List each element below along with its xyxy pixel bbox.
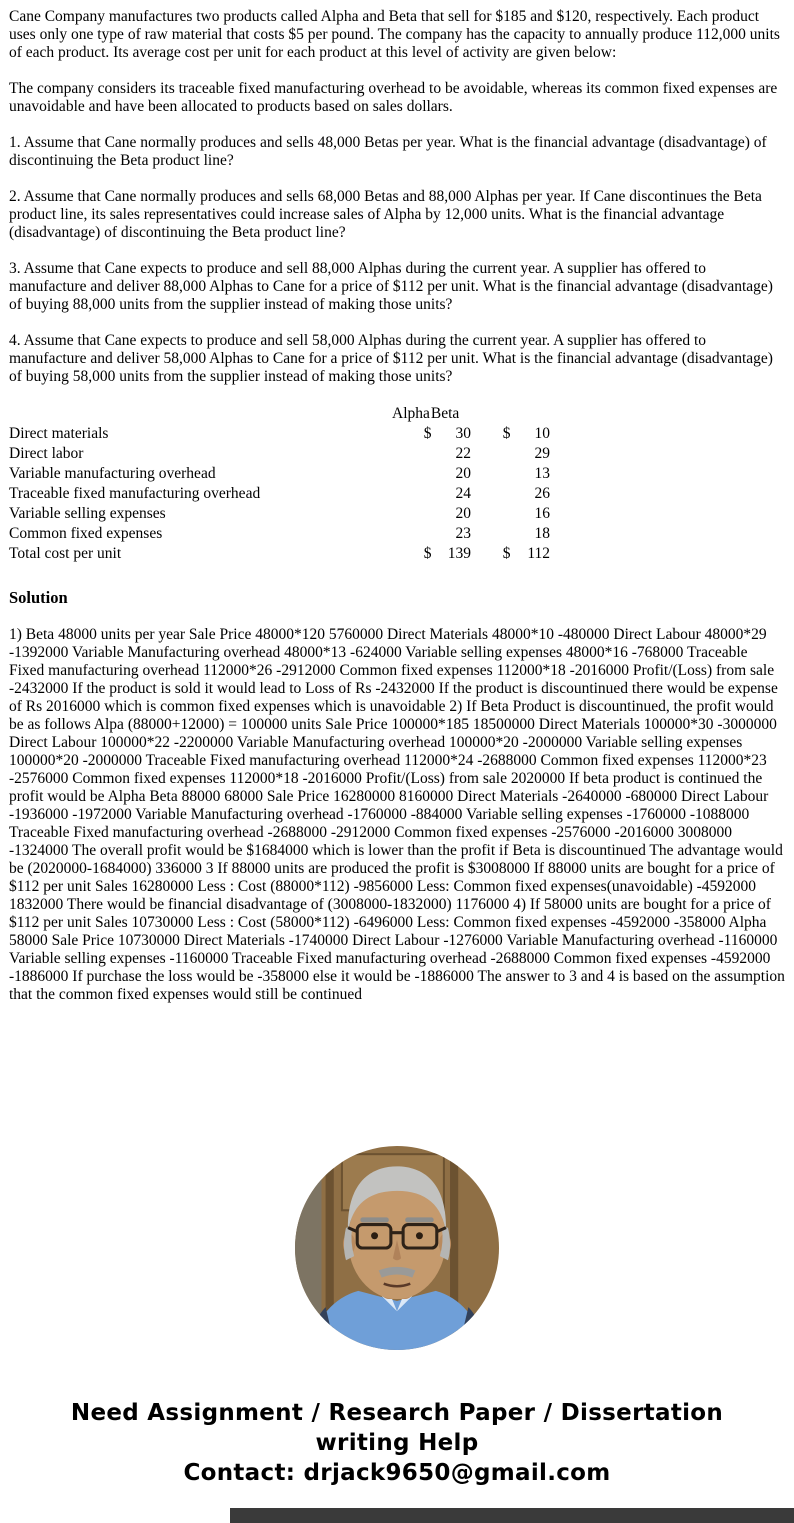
beta-currency: $ (502, 425, 511, 442)
table-row (9, 424, 550, 444)
alpha-value: 22 (455, 445, 471, 462)
beta-value: 112 (527, 545, 550, 562)
beta-value: 13 (534, 465, 550, 482)
question-3: 3. Assume that Cane expects to produce and sell 88,000 Alphas during the current year. A supplier has offered to manufacture and deliver 88,000 Alphas to Cane for a price of $112 per unit. What is the financial advantage (disadvantage) of buying 88,000 units from the supplier instead of making those units? (9, 260, 773, 313)
footer-line-2: writing Help (315, 1430, 479, 1456)
beta-value: 16 (534, 505, 550, 522)
alpha-value: 20 (455, 465, 471, 482)
beta-currency (471, 504, 511, 524)
alpha-value: 24 (455, 485, 471, 502)
cost-table-header-row (9, 404, 550, 424)
footer-line-1: Need Assignment / Research Paper / Dissertation (70, 1400, 724, 1426)
alpha-currency (392, 504, 432, 524)
alpha-currency (392, 524, 432, 544)
beta-currency (471, 444, 511, 464)
beta-currency (471, 484, 511, 504)
table-row-total (9, 544, 550, 564)
intro-paragraph-2: The company considers its traceable fixed manufacturing overhead to be avoidable, whereas its common fixed expenses are unavoidable and have been allocated to products based on sales dollars. (9, 80, 778, 115)
alpha-currency: $ (423, 545, 432, 562)
column-header-beta: Beta (430, 405, 460, 422)
alpha-value: 139 (447, 545, 471, 562)
question-4: 4. Assume that Cane expects to produce and sell 58,000 Alphas during the current year. A supplier has offered to manufacture and deliver 58,000 Alphas to Cane for a price of $112 per unit. What is the financial advantage (disadvantage) of buying 58,000 units from the supplier instead of making those units? (9, 332, 773, 385)
table-row (9, 524, 550, 544)
beta-currency: $ (502, 545, 511, 562)
alpha-currency (392, 464, 432, 484)
table-row (9, 464, 550, 484)
row-label: Direct labor (9, 445, 84, 462)
row-label: Variable manufacturing overhead (9, 465, 216, 482)
beta-value: 26 (534, 485, 550, 502)
row-label: Traceable fixed manufacturing overhead (9, 485, 261, 502)
footer-contact-email: Contact: drjack9650@gmail.com (183, 1460, 611, 1486)
cost-table-header-cell (392, 404, 550, 424)
alpha-value: 23 (455, 525, 471, 542)
footer-banner (0, 1398, 794, 1488)
alpha-currency (392, 444, 432, 464)
beta-value: 18 (534, 525, 550, 542)
beta-currency (471, 464, 511, 484)
table-row (9, 444, 550, 464)
cost-table (9, 404, 550, 564)
table-row (9, 504, 550, 524)
presenter-avatar (295, 1146, 499, 1350)
solution-body: 1) Beta 48000 units per year Sale Price 48000*120 5760000 Direct Materials 48000*10 -480000 Direct Labour 48000*29 -1392000 Variable Manufacturing overhead 48000*13 -624000 Variable selling expenses 48000*16 -768000 Traceable Fixed manufacturing overhead 112000*26 -2912000 Common fixed expenses 112000*18 -2016000 Profit/(Loss) from sale -2432000 If the product is sold it would lead to Loss of Rs -2432000 If the product is discountinued there would be expense of Rs 2016000 which is common fixed expenses which is unavoidable 2) If Beta Product is discountinued, the profit would be as follows Alpa (88000+12000) = 100000 units Sale Price 100000*185 18500000 Direct Materials 100000*30 -3000000 Direct Labour 100000*22 -2200000 Variable Manufacturing overhead 100000*20 -2000000 Variable selling expenses 100000*20 -2000000 Traceable Fixed manufacturing overhead 112000*24 -2688000 Common fixed expenses 112000*23 -2576000 Common fixed expenses 112000*18 -2016000 Profit/(Loss) from sale 2020000 If beta product is continued the profit would be Alpha Beta 88000 68000 Sale Price 16280000 8160000 Direct Materials -2640000 -680000 Direct Labour -1936000 -1972000 Variable Manufacturing overhead -1760000 -884000 Variable selling expenses -1760000 -1088000 Traceable Fixed manufacturing overhead -2688000 -2912000 Common fixed expenses -2576000 -2016000 3008000 -1324000 The overall profit would be $1684000 which is lower than the profit if Beta is discountinued The advantage would be (2020000-1684000) 336000 3 If 88000 units are produced the profit is $3008000 If 88000 units are bought for a price of $112 per unit Sales 16280000 Less : Cost (88000*112) -9856000 Less: Common fixed expenses(unavoidable) -4592000 1832000 There would be financial disadvantage of (3008000-1832000) 1176000 4) If 58000 units are bought for a price of $112 per unit Sales 10730000 Less : Cost (58000*112) -6496000 Less: Common fixed expenses -4592000 -358000 Alpha 58000 Sale Price 10730000 Direct Materials -1740000 Direct Labour -1276000 Variable Manufacturing overhead -1160000 Variable selling expenses -1160000 Traceable Fixed manufacturing overhead -2688000 Common fixed expenses -4592000 -1886000 If purchase the loss would be -358000 else it would be -1886000 The answer to 3 and 4 is based on the assumption that the common fixed expenses would still be continued (9, 626, 785, 1003)
question-1: 1. Assume that Cane normally produces and sells 48,000 Betas per year. What is the financial advantage (disadvantage) of discontinuing the Beta product line? (9, 134, 767, 169)
alpha-currency (392, 484, 432, 504)
beta-value: 29 (534, 445, 550, 462)
intro-paragraph-1: Cane Company manufactures two products called Alpha and Beta that sell for $185 and $120, respectively. Each product uses only one type of raw material that costs $5 per pound. The company has the capacity to annually produce 112,000 units of each product. Its average cost per unit for each product at this level of activity are given below: (9, 8, 780, 61)
bottom-bar (230, 1508, 794, 1523)
cost-table-header-spacer (9, 404, 392, 424)
question-2: 2. Assume that Cane normally produces and sells 68,000 Betas and 88,000 Alphas per year. If Cane discontinues the Beta product line, its sales representatives could increase sales of Alpha by 12,000 units. What is the financial advantage (disadvantage) of discontinuing the Beta product line? (9, 188, 762, 241)
beta-value: 10 (534, 425, 550, 442)
alpha-value: 30 (455, 425, 471, 442)
table-row (9, 484, 550, 504)
beta-currency (471, 524, 511, 544)
row-label: Variable selling expenses (9, 505, 166, 522)
solution-heading: Solution (9, 588, 68, 607)
alpha-currency: $ (423, 425, 432, 442)
presenter-photo-illustration (295, 1146, 499, 1350)
row-label: Common fixed expenses (9, 525, 163, 542)
alpha-value: 20 (455, 505, 471, 522)
column-header-alpha: Alpha (392, 405, 430, 422)
row-label: Total cost per unit (9, 545, 122, 562)
row-label: Direct materials (9, 425, 109, 442)
